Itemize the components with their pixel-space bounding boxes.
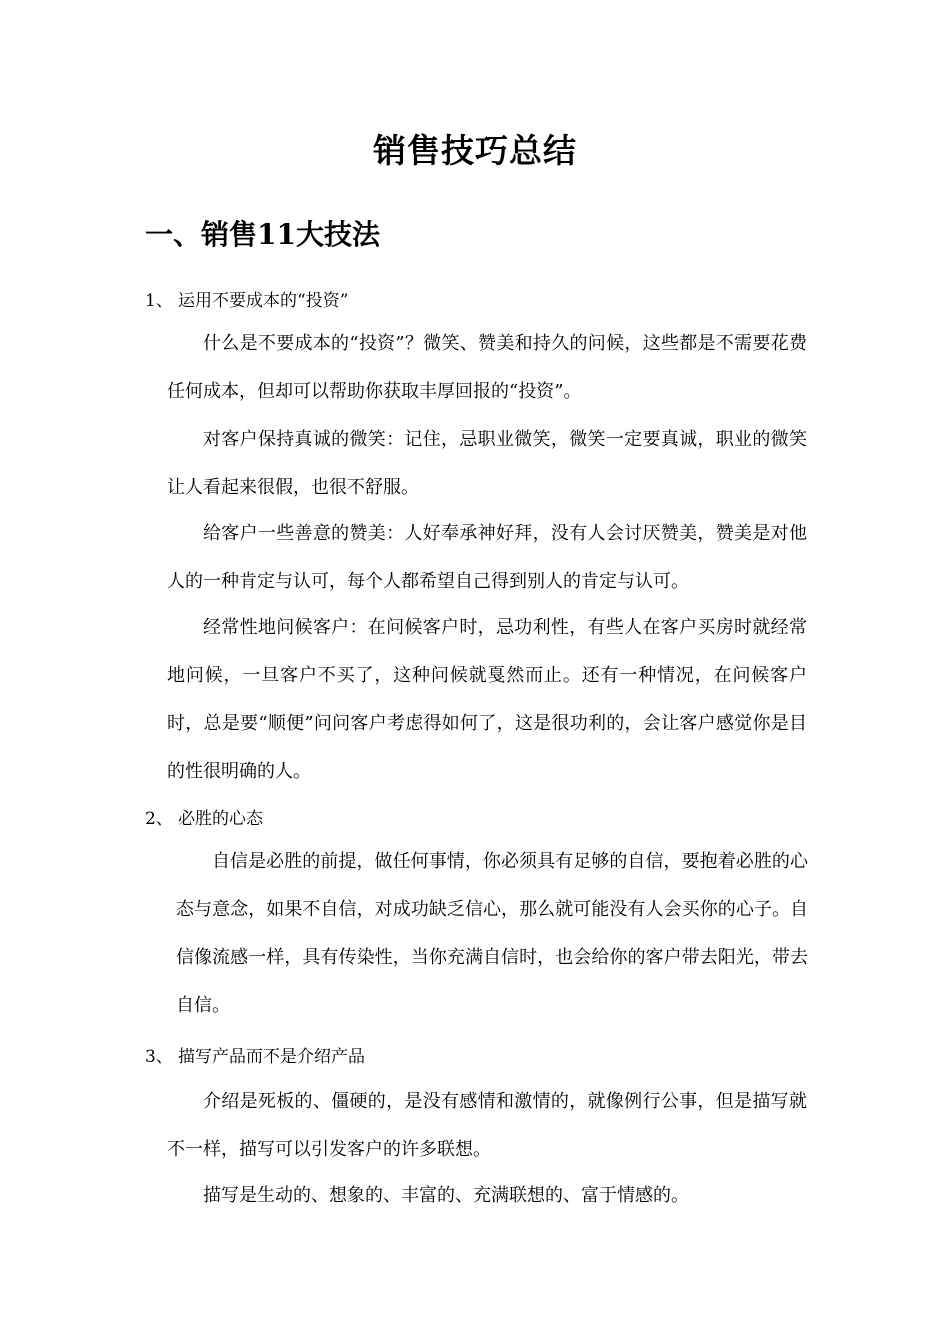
item-title: 描写产品而不是介绍产品 bbox=[178, 1047, 365, 1067]
paragraph: 描写是生动的、想象的、丰富的、充满联想的、富于情感的。 bbox=[203, 1185, 689, 1206]
document-title: 销售技巧总结 bbox=[373, 131, 577, 170]
paragraph: 对客户保持真诚的微笑：记住，忌职业微笑，微笑一定要真诚，职业的微笑让人看起来很假，也很不舒服。 bbox=[167, 429, 807, 498]
item-heading-2 bbox=[145, 806, 263, 832]
item-number: 3、 bbox=[145, 1047, 173, 1067]
paragraph: 经常性地问候客户：在问候客户时，忌功利性，有些人在客户买房时就经常地问候，一旦客户不买了，这种问候就戛然而止。还有一种情况，在问候客户时，总是要“顺便”问问客户考虑得如何了，这是很功利的，会让客户感觉你是目的性很明确的人。 bbox=[167, 617, 807, 782]
item-title: 必胜的心态 bbox=[178, 809, 263, 829]
item-heading-1 bbox=[145, 288, 348, 314]
item-number: 2、 bbox=[145, 809, 173, 829]
paragraph: 给客户一些善意的赞美：人好奉承神好拜，没有人会讨厌赞美，赞美是对他人的一种肯定与认可，每个人都希望自己得到别人的肯定与认可。 bbox=[167, 523, 807, 592]
paragraph: 介绍是死板的、僵硬的，是没有感情和激情的，就像例行公事，但是描写就不一样，描写可以引发客户的许多联想。 bbox=[167, 1091, 807, 1160]
item-title: 运用不要成本的“投资” bbox=[178, 291, 349, 311]
item-number: 1、 bbox=[145, 291, 173, 311]
paragraph: 什么是不要成本的“投资”？微笑、赞美和持久的问候，这些都是不需要花费任何成本，但却可以帮助你获取丰厚回报的“投资”。 bbox=[167, 333, 807, 402]
item-heading-3 bbox=[145, 1044, 365, 1070]
section-heading: 一、销售11大技法 bbox=[145, 218, 380, 251]
paragraph: 自信是必胜的前提，做任何事情，你必须具有足够的自信，要抱着必胜的心态与意念，如果不自信，对成功缺乏信心，那么就可能没有人会买你的心子。自信像流感一样，具有传染性，当你充满自信时，也会给你的客户带去阳光，带去自信。 bbox=[176, 851, 808, 1016]
